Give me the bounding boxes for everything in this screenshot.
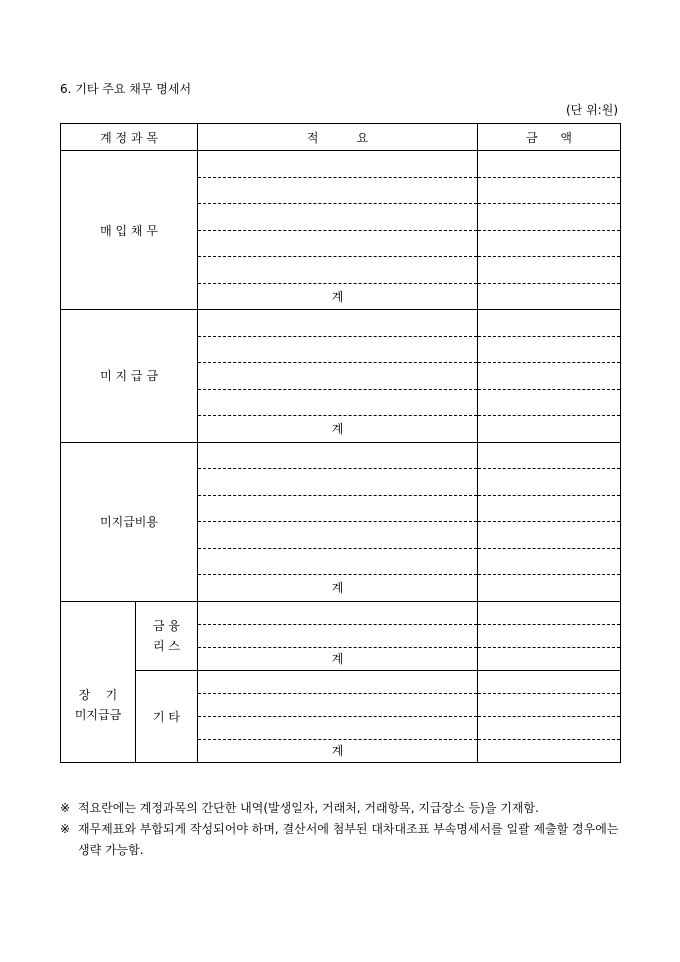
description-cell[interactable] — [198, 670, 478, 693]
amount-cell[interactable] — [478, 716, 621, 739]
amount-cell[interactable] — [478, 310, 621, 337]
description-cell[interactable] — [198, 389, 478, 416]
reference-mark-icon: ※ — [60, 822, 71, 836]
amount-cell[interactable] — [478, 177, 621, 204]
footnote-1 — [60, 798, 620, 819]
finance-lease-label-line1: 금 융 — [153, 618, 180, 633]
subaccount-other: 기 타 — [136, 670, 198, 762]
description-cell[interactable] — [198, 601, 478, 624]
footnote-text: 적요란에는 계정과목의 간단한 내역(발생일자, 거래처, 거래항목, 지급장소 등)을 기재함. — [78, 801, 539, 815]
amount-cell[interactable] — [478, 257, 621, 284]
description-cell[interactable] — [198, 310, 478, 337]
subtotal-label: 계 — [198, 647, 478, 670]
subtotal-label: 계 — [198, 416, 478, 443]
account-accounts-payable: 미 지 급 금 — [61, 310, 198, 443]
amount-cell[interactable] — [478, 151, 621, 178]
account-trade-payables: 매 입 채 무 — [61, 151, 198, 310]
description-cell[interactable] — [198, 716, 478, 739]
subtotal-amount-cell[interactable] — [478, 647, 621, 670]
header-amount: 금 액 — [478, 124, 621, 151]
description-cell[interactable] — [198, 693, 478, 716]
subtotal-amount-cell[interactable] — [478, 416, 621, 443]
subtotal-label: 계 — [198, 739, 478, 762]
description-cell[interactable] — [198, 495, 478, 522]
description-cell[interactable] — [198, 257, 478, 284]
amount-cell[interactable] — [478, 230, 621, 257]
description-cell[interactable] — [198, 522, 478, 549]
description-cell[interactable] — [198, 469, 478, 496]
amount-cell[interactable] — [478, 336, 621, 363]
footnote-2 — [60, 819, 620, 861]
description-cell[interactable] — [198, 624, 478, 647]
account-accrued-expenses: 미지급비용 — [61, 442, 198, 601]
amount-cell[interactable] — [478, 624, 621, 647]
amount-cell[interactable] — [478, 363, 621, 390]
amount-cell[interactable] — [478, 469, 621, 496]
amount-cell[interactable] — [478, 548, 621, 575]
amount-cell[interactable] — [478, 495, 621, 522]
footnote-text: 재무제표와 부합되게 작성되어야 하며, 결산서에 첨부된 대차대조표 부속명세서를 일괄 제출할 경우에는 생략 가능함. — [78, 822, 619, 857]
description-cell[interactable] — [198, 336, 478, 363]
reference-mark-icon: ※ — [60, 801, 71, 815]
amount-cell[interactable] — [478, 601, 621, 624]
amount-cell[interactable] — [478, 389, 621, 416]
subtotal-label: 계 — [198, 575, 478, 602]
debt-table — [60, 123, 621, 763]
subtotal-amount-cell[interactable] — [478, 283, 621, 310]
long-term-label-line1: 장 기 — [78, 687, 118, 702]
description-cell[interactable] — [198, 151, 478, 178]
header-row — [61, 124, 621, 151]
subtotal-amount-cell[interactable] — [478, 575, 621, 602]
finance-lease-label-line2: 리 스 — [153, 638, 180, 653]
subtotal-amount-cell[interactable] — [478, 739, 621, 762]
header-description: 적 요 — [198, 124, 478, 151]
description-cell[interactable] — [198, 442, 478, 469]
description-cell[interactable] — [198, 230, 478, 257]
subaccount-finance-lease — [136, 601, 198, 670]
amount-cell[interactable] — [478, 693, 621, 716]
unit-label: (단 위:원) — [566, 103, 618, 117]
header-account: 계 정 과 목 — [61, 124, 198, 151]
subtotal-label: 계 — [198, 283, 478, 310]
description-cell[interactable] — [198, 204, 478, 231]
amount-cell[interactable] — [478, 204, 621, 231]
description-cell[interactable] — [198, 177, 478, 204]
long-term-label-line2: 미지급금 — [74, 707, 122, 722]
form-title: 6. 기타 주요 채무 명세서 — [60, 82, 192, 96]
footnotes — [60, 798, 620, 861]
amount-cell[interactable] — [478, 670, 621, 693]
description-cell[interactable] — [198, 548, 478, 575]
amount-cell[interactable] — [478, 442, 621, 469]
amount-cell[interactable] — [478, 522, 621, 549]
account-long-term-payables — [61, 601, 136, 762]
description-cell[interactable] — [198, 363, 478, 390]
